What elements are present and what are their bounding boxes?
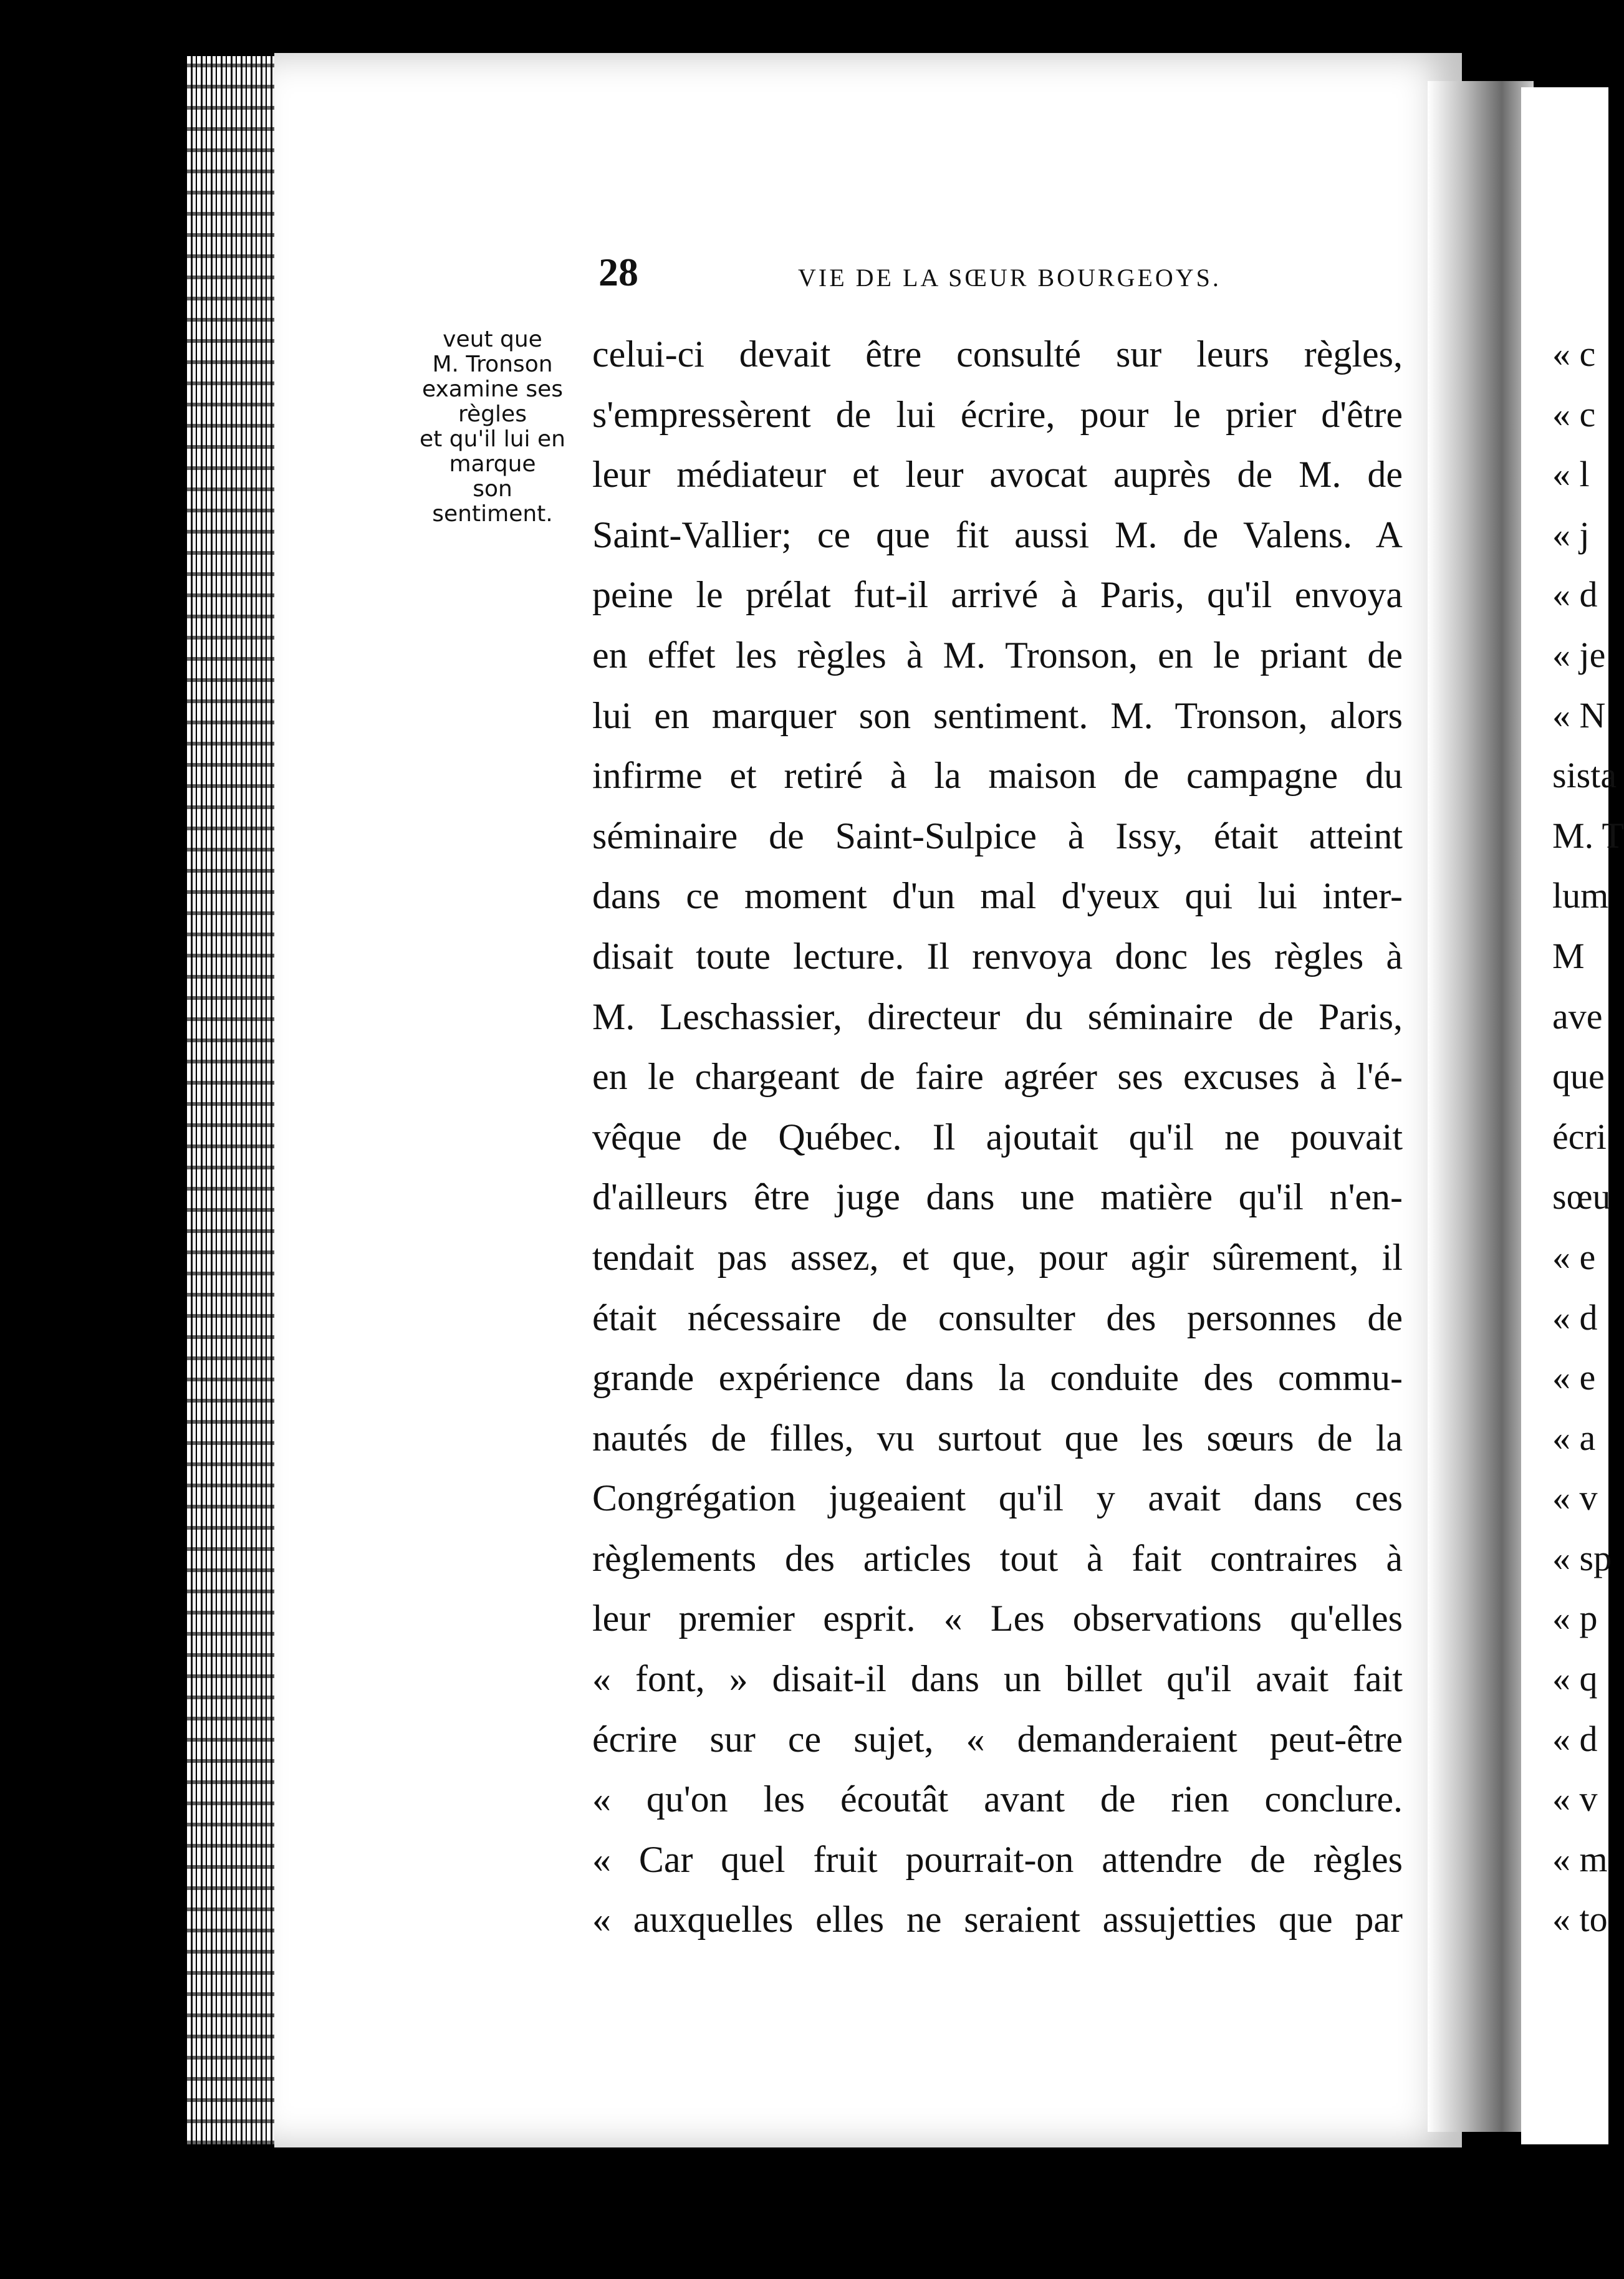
facing-line-fragment: « c [1552, 393, 1596, 434]
facing-line-fragment: ave [1552, 996, 1603, 1037]
facing-line-fragment: « sp [1552, 1537, 1612, 1578]
facing-page-text [1552, 324, 1624, 1950]
facing-line-fragment: « l [1552, 454, 1590, 495]
page-number: 28 [598, 250, 638, 294]
book-title: VIE DE LA SŒUR BOURGEOYS. [798, 264, 1221, 292]
margin-note-line: marque [449, 451, 536, 477]
facing-line-fragment: M. T [1552, 815, 1624, 856]
facing-line-fragment: « p [1552, 1598, 1598, 1639]
page-edges [187, 56, 281, 2144]
text-line: en le chargeant de faire agréer ses excuses à l'é- [592, 1056, 1403, 1098]
text-line: séminaire de Saint-Sulpice à Issy, était atteint [592, 815, 1403, 856]
margin-note-line: veut que [443, 327, 542, 352]
margin-note-line: sentiment. [432, 501, 553, 527]
facing-line-fragment: M [1552, 935, 1585, 976]
facing-line-fragment: « e [1552, 1357, 1596, 1398]
text-line: s'empressèrent de lui écrire, pour le prier d'être [592, 393, 1403, 435]
facing-line-fragment: « a [1552, 1417, 1596, 1458]
facing-line-fragment: « N [1552, 694, 1606, 736]
text-line: était nécessaire de consulter des personnes de [592, 1297, 1403, 1338]
text-line: en effet les règles à M. Tronson, en le priant de [592, 634, 1403, 676]
text-line: lui en marquer son sentiment. M. Tronson, alors [592, 694, 1403, 736]
text-line: tendait pas assez, et que, pour agir sûrement, il [592, 1236, 1403, 1278]
text-line: dans ce moment d'un mal d'yeux qui lui inter- [592, 875, 1403, 917]
facing-line-fragment: « v [1552, 1477, 1598, 1519]
text-line: écrire sur ce sujet, « demanderaient peut-être [592, 1718, 1403, 1760]
margin-note [405, 327, 580, 527]
facing-line-fragment: « d [1552, 1718, 1598, 1759]
text-line: disait toute lecture. Il renvoya donc les règles à [592, 935, 1403, 977]
margin-note-line: et qu'il lui en [420, 426, 565, 452]
facing-line-fragment: que [1552, 1056, 1605, 1097]
margin-note-line: son [473, 476, 512, 502]
facing-line-fragment: « d [1552, 574, 1598, 615]
facing-line-fragment: « v [1552, 1778, 1598, 1820]
text-line: grande expérience dans la conduite des commu- [592, 1357, 1403, 1399]
facing-line-fragment: « m [1552, 1838, 1608, 1879]
text-line: celui-ci devait être consulté sur leurs règles, [592, 333, 1403, 375]
facing-line-fragment: « e [1552, 1236, 1596, 1277]
facing-line-fragment: « c [1552, 333, 1596, 374]
facing-line-fragment: sœu [1552, 1176, 1611, 1217]
text-line: M. Leschassier, directeur du séminaire de Paris, [592, 996, 1403, 1037]
text-line: infirme et retiré à la maison de campagne du [592, 755, 1403, 797]
text-line: vêque de Québec. Il ajoutait qu'il ne pouvait [592, 1116, 1403, 1158]
text-line: peine le prélat fut-il arrivé à Paris, qu'il envoya [592, 574, 1403, 616]
facing-line-fragment: « to [1552, 1899, 1608, 1940]
text-line: règlements des articles tout à fait contraires à [592, 1537, 1403, 1579]
text-line: « font, » disait-il dans un billet qu'il avait fait [592, 1658, 1403, 1700]
book-gutter [1428, 81, 1534, 2132]
text-line: leur premier esprit. « Les observations qu'elles [592, 1598, 1403, 1639]
margin-note-line: examine ses [421, 377, 564, 402]
text-line: « auxquelles elles ne seraient assujetties que par [592, 1899, 1403, 1941]
facing-line-fragment: lum [1552, 875, 1609, 916]
facing-line-fragment: sista [1552, 755, 1617, 796]
facing-line-fragment: « j [1552, 514, 1590, 555]
text-line: Congrégation jugeaient qu'il y avait dans ces [592, 1477, 1403, 1519]
margin-note-line: M. Tronson [432, 352, 553, 377]
text-line: « Car quel fruit pourrait-on attendre de règles [592, 1838, 1403, 1880]
margin-note-line: règles [458, 401, 527, 427]
body-text [592, 324, 1403, 1950]
facing-line-fragment: « q [1552, 1658, 1598, 1699]
running-head [598, 249, 1409, 299]
facing-line-fragment: « je [1552, 634, 1606, 675]
facing-line-fragment: « d [1552, 1297, 1598, 1338]
text-line: d'ailleurs être juge dans une matière qu'il n'en- [592, 1176, 1403, 1218]
facing-line-fragment: écri [1552, 1116, 1607, 1157]
text-line: leur médiateur et leur avocat auprès de M. de [592, 454, 1403, 496]
text-line: nautés de filles, vu surtout que les sœurs de la [592, 1417, 1403, 1459]
text-line: Saint-Vallier; ce que fit aussi M. de Valens. A [592, 514, 1403, 555]
text-line: « qu'on les écoutât avant de rien conclure. [592, 1778, 1403, 1820]
